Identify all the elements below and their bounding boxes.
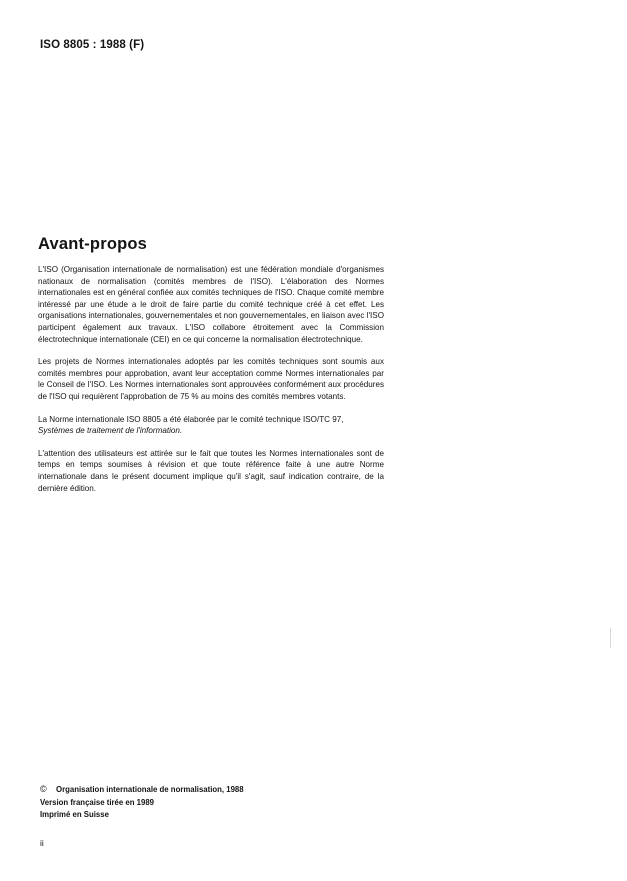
version-line: Version française tirée en 1989: [40, 797, 154, 807]
page-number: ii: [40, 838, 44, 848]
printed-line: Imprimé en Suisse: [40, 810, 109, 820]
standard-reference: ISO 8805 : 1988 (F): [40, 39, 145, 51]
publication-footer: [40, 783, 244, 822]
paragraph-committee: [38, 414, 384, 437]
foreword-body: [38, 264, 384, 505]
committee-title: Systèmes de traitement de l'information.: [38, 426, 183, 436]
committee-text: La Norme internationale ISO 8805 a été élaborée par le comité technique ISO/TC 97,: [38, 414, 344, 424]
paragraph-approval-process: Les projets de Normes internationales adoptés par les comités techniques sont soumis aux comités membres pour approbation, avant leur acceptation comme Normes internationales par le Conseil de l'ISO. Les Normes internationales sont approuvées conformément aux procédures de l'ISO qui requièrent l'approbation de 75 % au moins des comités membres votants.: [38, 357, 384, 401]
paragraph-iso-description: L'ISO (Organisation internationale de normalisation) est une fédération mondiale d'organismes nationaux de normalisation (comités membres de l'ISO). L'élaboration des Normes internationales est en général confiée aux comités techniques de l'ISO. Chaque comité membre intéressé par une étude a le droit de faire partie du comité technique créé à cet effet. Les organisations internationales, gouvernementales et non gouvernementales, en liaison avec l'ISO participent également aux travaux. L'ISO collabore étroitement avec la Commission électrotechnique internationale (CEI) en ce qui concerne la normalisation électrotechnique.: [38, 265, 384, 344]
copyright-line: [40, 783, 244, 797]
copyright-icon: ©: [40, 784, 47, 794]
copyright-text: Organisation internationale de normalisation, 1988: [56, 785, 244, 794]
section-title: Avant-propos: [38, 235, 148, 253]
paragraph-revision-notice: L'attention des utilisateurs est attirée sur le fait que toutes les Normes internationales sont de temps en temps soumises à révision et que toute référence faite à une autre Norme internationale dans le présent document implique qu'il s'agit, sauf indication contraire, de la dernière édition.: [38, 448, 384, 493]
margin-mark: [610, 628, 611, 648]
